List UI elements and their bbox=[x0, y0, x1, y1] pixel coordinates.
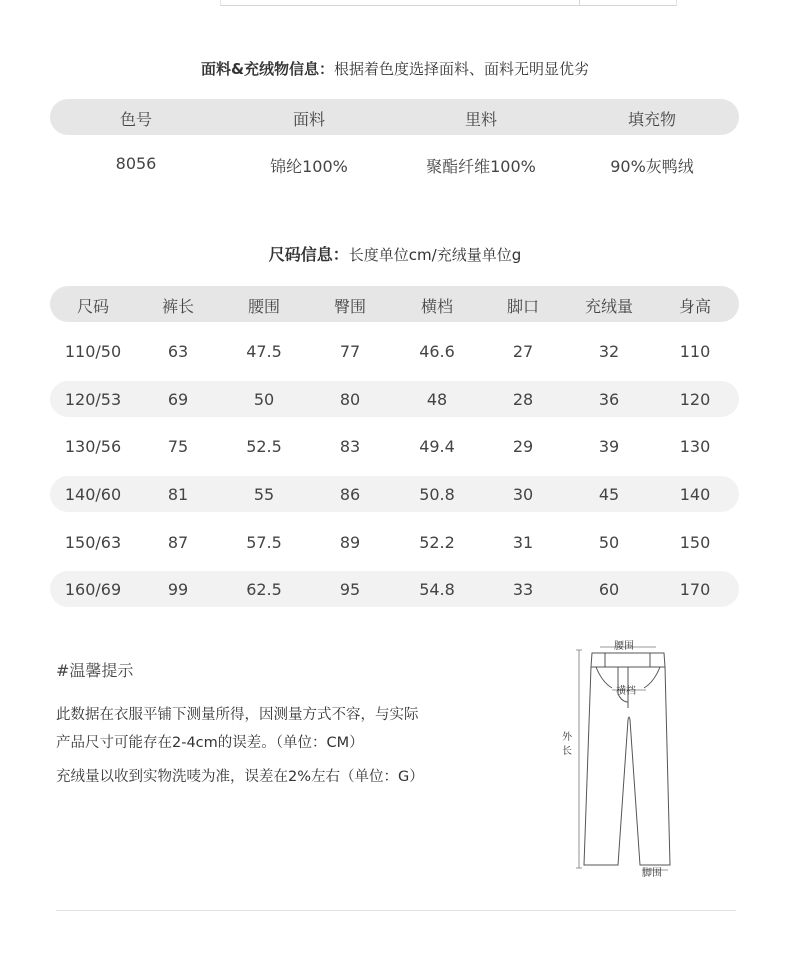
down-cell: 39 bbox=[598, 437, 620, 456]
diagram-label-waist: 腰围 bbox=[614, 641, 634, 652]
length-cell: 63 bbox=[167, 342, 189, 361]
size-header-7: 身高 bbox=[678, 297, 712, 316]
fabric-cell-filling: 90%灰鸭绒 bbox=[610, 157, 694, 176]
hip-cell: 95 bbox=[339, 580, 361, 599]
height-cell: 120 bbox=[679, 390, 711, 409]
waist-cell: 57.5 bbox=[246, 533, 282, 552]
size-title-note: 长度单位cm/充绒量单位g bbox=[348, 246, 522, 264]
crotch-cell: 50.8 bbox=[419, 485, 455, 504]
size-header-6: 充绒量 bbox=[584, 297, 634, 316]
down-cell: 45 bbox=[598, 485, 620, 504]
size-row-stripe bbox=[50, 381, 739, 417]
size-cell: 140/60 bbox=[64, 485, 122, 504]
fabric-cell-color: 8056 bbox=[115, 154, 157, 173]
fabric-title-bold: 面料&充绒物信息： bbox=[200, 60, 335, 78]
length-cell: 81 bbox=[167, 485, 189, 504]
hip-cell: 80 bbox=[339, 390, 361, 409]
waist-cell: 52.5 bbox=[246, 437, 282, 456]
hem-cell: 27 bbox=[512, 342, 534, 361]
hip-cell: 77 bbox=[339, 342, 361, 361]
length-cell: 87 bbox=[167, 533, 189, 552]
hem-cell: 33 bbox=[512, 580, 534, 599]
height-cell: 140 bbox=[679, 485, 711, 504]
size-header-4: 横档 bbox=[420, 297, 454, 316]
diagram-label-outer-1: 外 bbox=[562, 732, 572, 743]
hem-cell: 29 bbox=[512, 437, 534, 456]
hem-cell: 30 bbox=[512, 485, 534, 504]
size-header-3: 臀围 bbox=[333, 297, 367, 316]
hip-cell: 83 bbox=[339, 437, 361, 456]
length-cell: 99 bbox=[167, 580, 189, 599]
waist-cell: 55 bbox=[253, 485, 275, 504]
pants-outline-icon bbox=[560, 636, 710, 886]
fabric-title-note: 根据着色度选择面料、面料无明显优劣 bbox=[334, 60, 590, 78]
pants-measurement-diagram bbox=[560, 636, 710, 886]
size-section-title bbox=[0, 242, 790, 265]
crotch-cell: 54.8 bbox=[419, 580, 455, 599]
tips-title: #温馨提示 bbox=[56, 661, 134, 680]
fabric-header-lining: 里料 bbox=[464, 110, 498, 129]
size-header-1: 裤长 bbox=[161, 297, 195, 316]
down-cell: 36 bbox=[598, 390, 620, 409]
diagram-label-outer-2: 长 bbox=[562, 746, 572, 757]
size-title-bold: 尺码信息： bbox=[268, 245, 349, 264]
height-cell: 110 bbox=[679, 342, 711, 361]
size-row-stripe bbox=[50, 571, 739, 607]
fabric-header-fabric: 面料 bbox=[292, 110, 326, 129]
tips-line-3: 充绒量以收到实物洗唛为准，误差在2%左右（单位：G） bbox=[56, 769, 424, 785]
top-divider-strip bbox=[220, 0, 677, 6]
height-cell: 170 bbox=[679, 580, 711, 599]
bottom-divider bbox=[56, 910, 736, 911]
crotch-cell: 46.6 bbox=[419, 342, 455, 361]
down-cell: 50 bbox=[598, 533, 620, 552]
fabric-cell-lining: 聚酯纤维100% bbox=[426, 157, 536, 176]
size-header-5: 脚口 bbox=[506, 297, 540, 316]
height-cell: 130 bbox=[679, 437, 711, 456]
length-cell: 75 bbox=[167, 437, 189, 456]
down-cell: 60 bbox=[598, 580, 620, 599]
hip-cell: 89 bbox=[339, 533, 361, 552]
fabric-header-row bbox=[50, 99, 739, 135]
tips-line-1: 此数据在衣服平铺下测量所得，因测量方式不容，与实际 bbox=[56, 707, 419, 723]
waist-cell: 47.5 bbox=[246, 342, 282, 361]
diagram-label-crotch: 横档 bbox=[616, 686, 636, 697]
diagram-label-hem: 脚围 bbox=[642, 868, 662, 879]
height-cell: 150 bbox=[679, 533, 711, 552]
size-header-row bbox=[50, 286, 739, 322]
size-cell: 150/63 bbox=[64, 533, 122, 552]
crotch-cell: 48 bbox=[426, 390, 448, 409]
down-cell: 32 bbox=[598, 342, 620, 361]
size-cell: 120/53 bbox=[64, 390, 122, 409]
tips-line-2: 产品尺寸可能存在2-4cm的误差。（单位：CM） bbox=[56, 735, 364, 751]
fabric-header-filling: 填充物 bbox=[627, 110, 677, 129]
waist-cell: 50 bbox=[253, 390, 275, 409]
crotch-cell: 49.4 bbox=[419, 437, 455, 456]
size-header-0: 尺码 bbox=[76, 297, 110, 316]
fabric-section-title bbox=[0, 58, 790, 79]
size-cell: 160/69 bbox=[64, 580, 122, 599]
size-header-2: 腰围 bbox=[247, 297, 281, 316]
size-cell: 130/56 bbox=[64, 437, 122, 456]
waist-cell: 62.5 bbox=[246, 580, 282, 599]
hem-cell: 28 bbox=[512, 390, 534, 409]
crotch-cell: 52.2 bbox=[419, 533, 455, 552]
size-cell: 110/50 bbox=[64, 342, 122, 361]
hip-cell: 86 bbox=[339, 485, 361, 504]
length-cell: 69 bbox=[167, 390, 189, 409]
hem-cell: 31 bbox=[512, 533, 534, 552]
fabric-cell-fabric: 锦纶100% bbox=[270, 157, 348, 176]
fabric-header-color: 色号 bbox=[119, 110, 153, 129]
size-row-stripe bbox=[50, 476, 739, 512]
